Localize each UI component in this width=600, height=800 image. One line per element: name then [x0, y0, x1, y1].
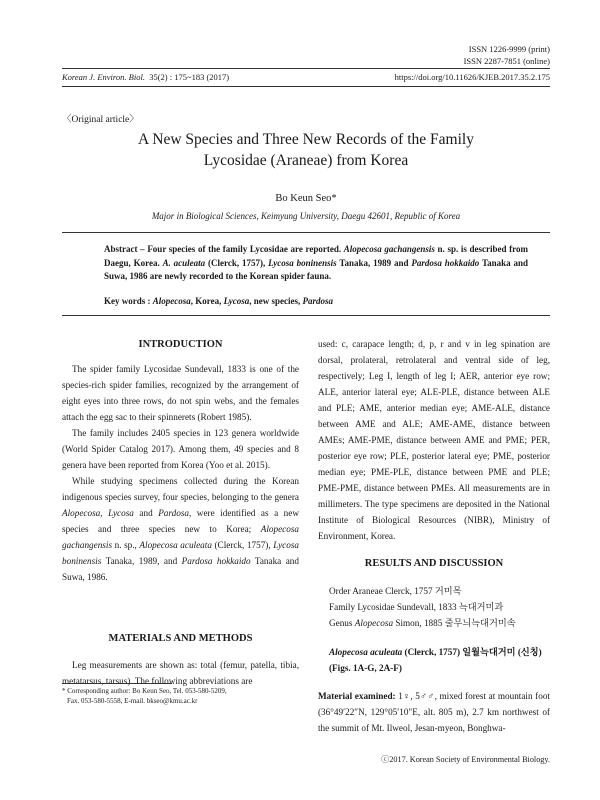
- keywords: [104, 296, 333, 306]
- keyword: Alopecosa: [152, 296, 191, 306]
- methods-continued-text: used: c, carapace length; d, p, r and v in leg spination are dorsal, prolateral, retrolateral and ventral side of leg, respectively; Leg I, length of leg I; AER, anterior eye row; ALE, anterior lateral eye; ALE-PLE, distance between ALE and PLE; AME, anterior median eye; AME-ALE, distance between AME and ALE; AME-AME, distance between AMEs; AME-PME, distance between AME and PME; PER, posterior eye row; PLE, posterior lateral eye; PME, posterior median eye; PME-PLE, distance between PME and PLE; PME-PME, distance between PMEs. All measurements are in millimeters. The type specimens are deposited in the National Institute of Biological Resources (NIBR), Ministry of Environment, Korea.: [318, 339, 550, 541]
- material-paragraph: [318, 688, 550, 736]
- methods-heading: MATERIALS AND METHODS: [108, 633, 253, 644]
- species-name: Alopecosa gachangensis: [343, 244, 435, 254]
- abstract-text: (Clerck, 1757),: [205, 257, 269, 268]
- text: and: [133, 508, 159, 518]
- copyright: ⓒ2017. Korean Society of Environmental Biology.: [381, 755, 550, 764]
- species-name: Alopecosa aculeata: [329, 647, 403, 657]
- abstract-text: Tanaka, 1989 and: [336, 257, 412, 268]
- genus-line: [329, 616, 516, 632]
- family-line: Family Lycosidae Sundevall, 1833 늑대거미과: [329, 602, 504, 612]
- text: (Clerck, 1757),: [211, 540, 274, 550]
- species-heading: [329, 645, 542, 661]
- species-name: Pardosa hokkaido: [411, 257, 480, 268]
- species-name: Lycosa boninensis: [268, 257, 337, 268]
- text: , were identified as a new species and three species new to Korea;: [62, 508, 299, 534]
- species-name: Alopecosa aculeata: [139, 540, 212, 550]
- abstract: [104, 243, 528, 284]
- material-text: 1♀, 5♂♂, mixed forest at mountain foot (36°49′22″N, 129°05′10″E, alt. 805 m), 2.7 km northwest of the summit of Mt. Ilweol, Jesan-myeon, Bonghwa-: [318, 691, 550, 733]
- text: While studying specimens collected during the Korean indigenous species survey, four species, belonging to the genera: [62, 476, 299, 502]
- journal-citation: [62, 72, 229, 82]
- text: n. sp.,: [112, 540, 140, 550]
- species-name: Lycosa boninensis: [62, 540, 300, 566]
- text: Simon, 1885 줄무늬늑대거미속: [393, 618, 516, 628]
- results-heading: RESULTS AND DISCUSSION: [364, 558, 504, 569]
- title-line-2: Lycosidae (Araneae) from Korea: [203, 152, 409, 169]
- text: (Clerck, 1757) 일월늑대거미 (신칭): [402, 647, 542, 657]
- genus-name: Pardosa: [158, 508, 189, 518]
- keywords-label: Key words :: [104, 296, 153, 306]
- keyword: Pardosa: [302, 296, 333, 306]
- keyword: , new species,: [249, 296, 303, 306]
- keyword: , Korea,: [190, 296, 224, 306]
- abstract-text: Tanaka and Suwa, 1986 are newly recorded to the Korean spider fauna.: [104, 257, 529, 281]
- issn-print: ISSN 1226-9999 (print): [468, 44, 550, 54]
- genus-name: Alopecosa: [62, 508, 101, 518]
- footnote: [62, 686, 302, 706]
- abstract-text: Four species of the family Lycosidae are reported.: [147, 244, 344, 254]
- methods-continued: [318, 336, 550, 544]
- methods-paragraph-1: Leg measurements are shown as: total (femur, patella, tibia, metatarsus, tarsus). The following abbreviations are: [62, 660, 299, 686]
- affiliation: Major in Biological Sciences, Keimyung University, Daegu 42601, Republic of Korea: [151, 211, 461, 221]
- footnote-line-2: Fax. 053-580-5558, E-mail. bkseo@kmu.ac.kr: [67, 697, 198, 705]
- abstract-dash: –: [137, 244, 148, 254]
- figure-ref: (Figs. 1A-G, 2A-F): [329, 663, 402, 673]
- doi-link[interactable]: https://doi.org/10.11626/KJEB.2017.35.2.175: [394, 72, 550, 82]
- intro-heading: INTRODUCTION: [138, 339, 223, 350]
- article-type: 〈Original article〉: [62, 115, 139, 125]
- header-rule-top: [62, 68, 550, 69]
- title-line-1: A New Species and Three New Records of the Family: [138, 131, 474, 148]
- keyword: Lycosa: [223, 296, 250, 306]
- genus-name: Alopecosa: [354, 618, 394, 628]
- text: Tanaka, 1989, and: [101, 556, 182, 566]
- species-name: A. aculeata: [162, 257, 206, 268]
- issn-online: ISSN 2287-7851 (online): [463, 56, 550, 66]
- order-line: Order Araneae Clerck, 1757 거미목: [329, 586, 462, 596]
- footnote-line-1: * Corresponding author: Bo Keun Seo, Tel. 053-580-5209,: [62, 687, 227, 695]
- footnote-rule: [62, 683, 172, 684]
- intro-paragraph-1: The spider family Lycosidae Sundevall, 1833 is one of the species-rich spider families, recognized by the arrangement of eight eyes into three rows, do not spin webs, and the females attach the egg sac to their spinnerets (Robert 1985).: [62, 364, 299, 422]
- material-label: Material examined:: [318, 691, 396, 701]
- author: Bo Keun Seo*: [275, 193, 337, 204]
- intro-paragraph-3: [62, 473, 299, 585]
- intro-body: [62, 361, 299, 585]
- journal-name: Korean J. Environ. Biol.: [62, 72, 145, 82]
- material-examined: [318, 688, 550, 736]
- species-name: Pardosa hokkaido: [181, 556, 251, 566]
- abstract-label: Abstract: [104, 244, 138, 254]
- intro-paragraph-2: The family includes 2405 species in 123 genera worldwide (World Spider Catalog 2017). Among them, 49 species and 8 genera have been reported from Korea (Yoo et al. 2015).: [62, 428, 299, 470]
- species-name: Alopecosa gachangensis: [62, 524, 299, 550]
- header-rule-bottom: [62, 86, 550, 87]
- journal-volume: 35(2) : 175~183 (2017): [149, 72, 230, 82]
- text: Genus: [329, 618, 355, 628]
- text: Tanaka and Suwa, 1986.: [62, 556, 299, 582]
- methods-body: [62, 657, 299, 689]
- abstract-text: n. sp. is described from Daegu, Korea.: [104, 244, 528, 268]
- text: ,: [100, 508, 109, 518]
- genus-name: Lycosa: [108, 508, 134, 518]
